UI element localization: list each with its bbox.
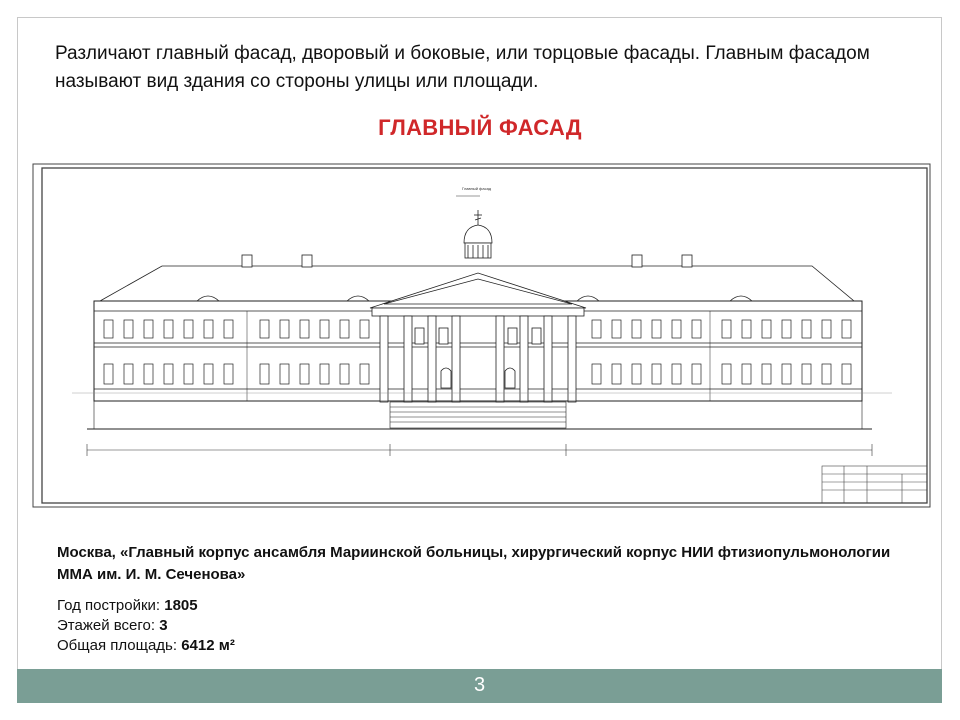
slide-heading: ГЛАВНЫЙ ФАСАД bbox=[378, 115, 582, 140]
title-block bbox=[822, 466, 927, 503]
fact-floors bbox=[57, 616, 235, 636]
fact-area-label: Общая площадь: bbox=[57, 637, 182, 654]
svg-text:Главный фасад: Главный фасад bbox=[462, 186, 492, 191]
building-facts bbox=[57, 596, 235, 656]
facade-drawing bbox=[32, 163, 932, 508]
steps bbox=[390, 402, 566, 428]
fact-area-value: 6412 м² bbox=[181, 637, 235, 654]
fact-floors-value: 3 bbox=[159, 617, 168, 634]
page-number: 3 bbox=[473, 674, 486, 696]
building-caption: Москва, «Главный корпус ансамбля Мариинской больницы, хирургический корпус НИИ фтизиопульмонологии ММА им. И. М. Сеченова» bbox=[57, 544, 891, 583]
footer-bar bbox=[17, 669, 942, 703]
fact-year-value: 1805 bbox=[164, 597, 198, 614]
intro-text: Различают главный фасад, дворовый и боковые, или торцовые фасады. Главным фасадом называют вид здания со стороны улицы или площади. bbox=[55, 43, 870, 92]
fact-year-label: Год постройки: bbox=[57, 597, 165, 614]
dome bbox=[464, 210, 492, 258]
fact-area bbox=[57, 636, 235, 656]
fact-year bbox=[57, 596, 235, 616]
fact-floors-label: Этажей всего: bbox=[57, 617, 160, 634]
